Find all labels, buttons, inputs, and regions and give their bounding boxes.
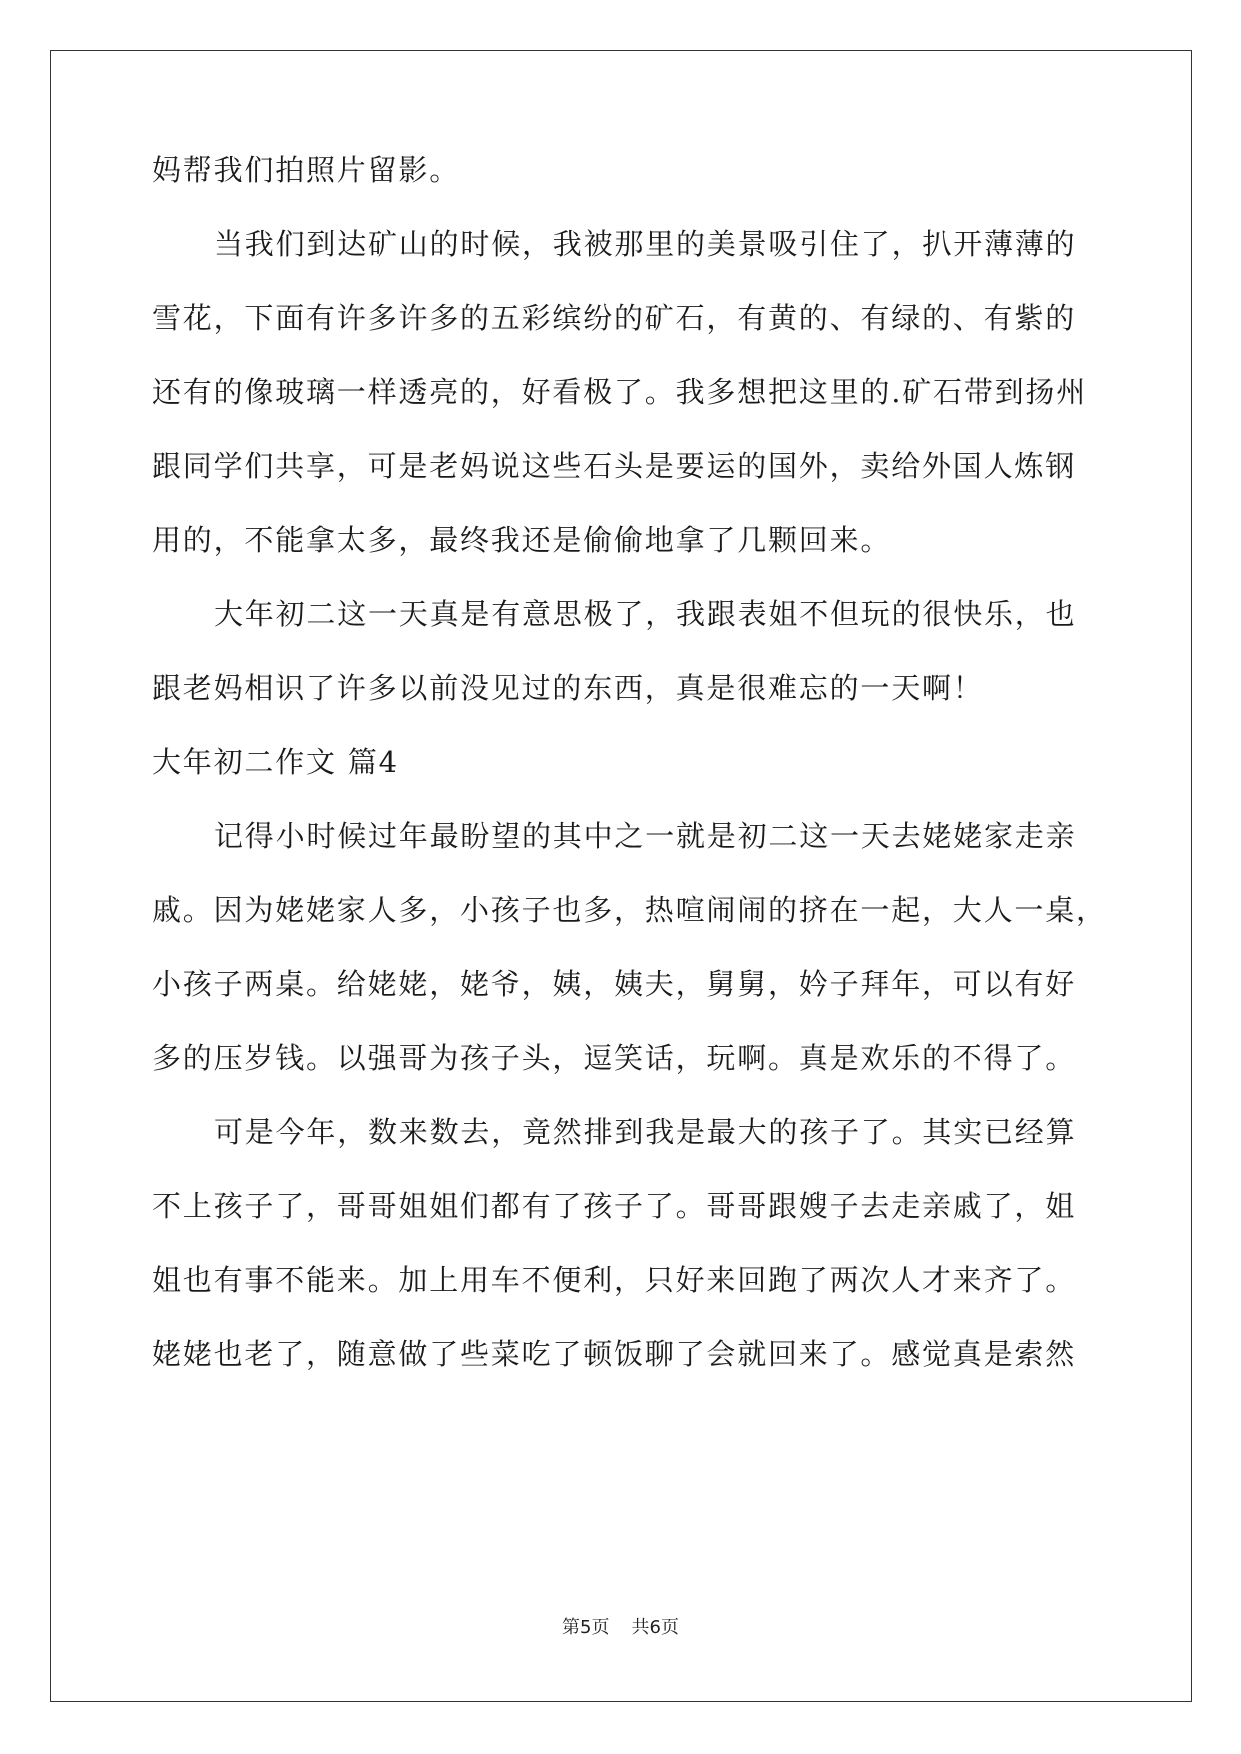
page-current: 5 (580, 1617, 592, 1638)
section-heading: 大年初二作文 篇4 (152, 745, 399, 779)
text-line: 多的压岁钱。以强哥为孩子头，逗笑话，玩啊。真是欢乐的不得了。 (152, 1041, 1077, 1075)
total-suffix: 页 (660, 1617, 679, 1638)
text-line: 不上孩子了，哥哥姐姐们都有了孩子了。哥哥跟嫂子去走亲戚了，姐 (152, 1189, 1077, 1223)
text-line: 小孩子两桌。给姥姥，姥爷，姨，姨夫，舅舅，妗子拜年，可以有好 (152, 967, 1077, 1001)
text-line: 可是今年，数来数去，竟然排到我是最大的孩子了。其实已经算 (214, 1115, 1077, 1149)
page-footer (0, 1616, 1241, 1640)
text-line: 大年初二这一天真是有意思极了，我跟表姐不但玩的很快乐，也 (214, 597, 1077, 631)
text-line: 记得小时候过年最盼望的其中之一就是初二这一天去姥姥家走亲 (214, 819, 1077, 853)
text-line: 当我们到达矿山的时候，我被那里的美景吸引住了，扒开薄薄的 (214, 227, 1077, 261)
page-prefix: 第 (562, 1617, 581, 1638)
total-prefix: 共 (631, 1617, 650, 1638)
text-line: 用的，不能拿太多，最终我还是偷偷地拿了几颗回来。 (152, 523, 892, 557)
text-line: 跟老妈相识了许多以前没见过的东西，真是很难忘的一天啊！ (152, 671, 984, 705)
text-line: 跟同学们共享，可是老妈说这些石头是要运的国外，卖给外国人炼钢 (152, 449, 1077, 483)
page-total: 6 (649, 1617, 661, 1638)
text-line: 还有的像玻璃一样透亮的，好看极了。我多想把这里的.矿石带到扬州 (152, 375, 1088, 409)
page-suffix: 页 (591, 1617, 610, 1638)
text-line: 姐也有事不能来。加上用车不便利，只好来回跑了两次人才来齐了。 (152, 1263, 1077, 1297)
text-line: 戚。因为姥姥家人多，小孩子也多，热喧闹闹的挤在一起，大人一桌， (152, 893, 1107, 927)
text-line: 姥姥也老了，随意做了些菜吃了顿饭聊了会就回来了。感觉真是索然 (152, 1337, 1077, 1371)
text-line: 妈帮我们拍照片留影。 (152, 153, 461, 187)
text-line: 雪花，下面有许多许多的五彩缤纷的矿石，有黄的、有绿的、有紫的 (152, 301, 1077, 335)
